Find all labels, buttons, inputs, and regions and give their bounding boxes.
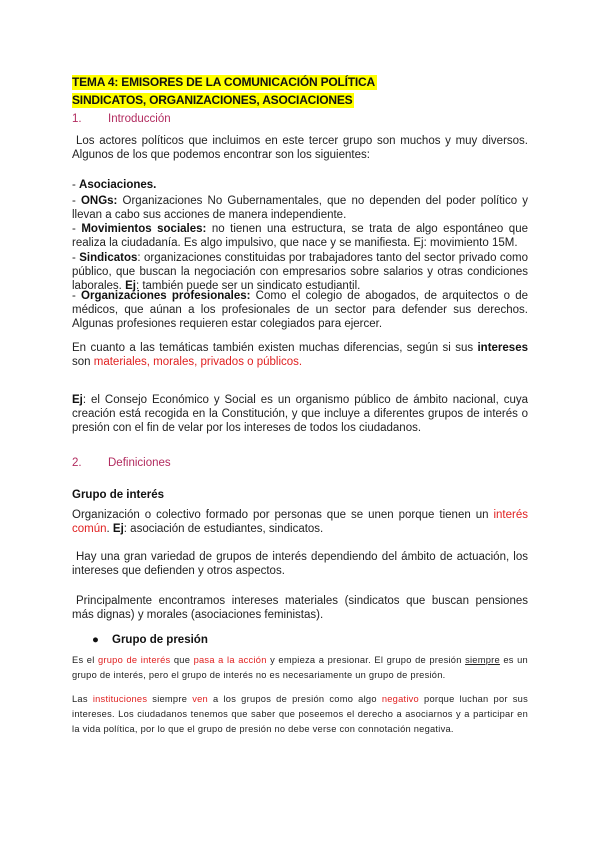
list-item-asociaciones [72,178,528,192]
list-term: Sindicatos [79,252,138,264]
themes-text: En cuanto a las temáticas también existen muchas diferencias, según si sus [72,342,478,354]
title-line-2: SINDICATOS, ORGANIZACIONES, ASOCIACIONES [72,93,353,107]
section-2-heading [72,457,171,469]
list-dash: - [72,223,82,235]
inst-red-1: instituciones [92,694,148,704]
definition-example-text: : asociación de estudiantes, sindicatos. [123,523,324,535]
inst-red-2: ven [192,694,208,704]
list-term: ONGs: [80,195,118,207]
list-text: Organizaciones No Gubernamentales, que no dependen del poder político y llevan a cabo sus acciones de manera independiente. [72,195,528,221]
list-dash: - [72,252,80,264]
subheading-grupo-interes: Grupo de interés [72,489,165,501]
inst-text: Las [72,694,93,704]
list-item-organizaciones [72,289,528,331]
list-dash: - [72,179,80,191]
section-1-heading [72,113,171,125]
inst-text-2: siempre [147,694,193,704]
definition-example-label: Ej [112,523,124,535]
themes-bold: intereses [477,342,528,354]
presion-underline: siempre [465,655,500,665]
list-example-text: : también puede ser un sindicato estudiantil. [135,280,361,292]
definition-paragraph [72,508,528,536]
themes-paragraph [72,341,528,369]
list-item-ongs [72,194,528,222]
title-line-1: TEMA 4: EMISORES DE LA COMUNICACIÓN POLÍTICA [72,75,375,89]
presion-text-2: que [170,655,194,665]
definition-text: Organización o colectivo formado por personas que se unen porque tienen un [72,509,494,521]
themes-text-2: son [72,356,94,368]
presion-text-3: y empieza a presionar. El grupo de presión [266,655,466,665]
presion-paragraph [72,653,528,683]
variety-paragraph: Hay una gran variedad de grupos de interés dependiendo del ámbito de actuación, los intereses que defienden y otros aspectos. [72,551,528,577]
presion-text-4: es un grupo de interés, pero el grupo de interés no es necesariamente un grupo de presión. [72,655,528,680]
intro-paragraph: Los actores políticos que incluimos en este tercer grupo son muchos y muy diversos. Algunos de los que podemos encontrar son los siguientes: [72,135,528,161]
inst-text-3: a los grupos de presión como algo [207,694,382,704]
list-term: Movimientos sociales: [81,223,207,235]
themes-red: materiales, morales, privados o públicos. [93,356,303,368]
inst-red-3: negativo [381,694,419,704]
subheading-presion-text: Grupo de presión [112,634,208,646]
presion-red-1: grupo de interés [97,655,171,665]
list-dash: - [72,195,81,207]
section-2-title: Definiciones [108,457,171,469]
list-text: Como el colegio de abogados, de arquitectos o de médicos, que aúnan a los profesionales de un sector para defender sus derechos. Algunas profesiones requieren estar colegiados para ejercer. [72,290,528,330]
subheading-grupo-presion [72,634,208,646]
instituciones-paragraph [72,692,528,737]
list-term: Asociaciones. [79,179,157,191]
example-label: Ej [72,394,83,406]
definition-text-2: . [106,523,113,535]
list-item-movimientos [72,222,528,250]
example-paragraph [72,393,528,435]
principal-paragraph: Principalmente encontramos intereses materiales (sindicatos que buscan pensiones más dignas) y morales (asociaciones feministas). [72,595,528,621]
section-2-number: 2. [72,457,82,469]
definition-red: interés común [72,509,528,535]
presion-red-2: pasa a la acción [193,655,267,665]
list-dash: - [72,290,82,302]
list-term: Organizaciones profesionales: [81,290,251,302]
section-1-number: 1. [72,113,82,125]
inst-text-4: porque luchan por sus intereses. Los ciudadanos tenemos que saber que poseemos el derecho a asociarnos y a participar en la vida política, por lo que el grupo de presión no debe verse con connotación negativa. [72,694,528,734]
bullet-icon: ● [92,634,99,646]
list-text: : organizaciones constituidas por trabajadores tanto del sector privado como público, que buscan la negociación con empresarios sobre salarios y otras condiciones laborales. [72,252,528,292]
presion-text: Es el [72,655,98,665]
list-text: no tienen una estructura, se trata de algo espontáneo que realiza la ciudadanía. Es algo impulsivo, que nace y se manifiesta. Ej: movimiento 15M. [72,223,528,249]
list-example-label: Ej [125,280,136,292]
list-item-sindicatos [72,251,528,293]
example-text: : el Consejo Económico y Social es un organismo público de ámbito nacional, cuya creación está recogida en la Constitución, y que incluye a diferentes grupos de interés o presión con el fin de velar por los intereses de todos los ciudadanos. [72,394,528,434]
document-title [72,73,377,109]
section-1-title: Introducción [108,113,171,125]
